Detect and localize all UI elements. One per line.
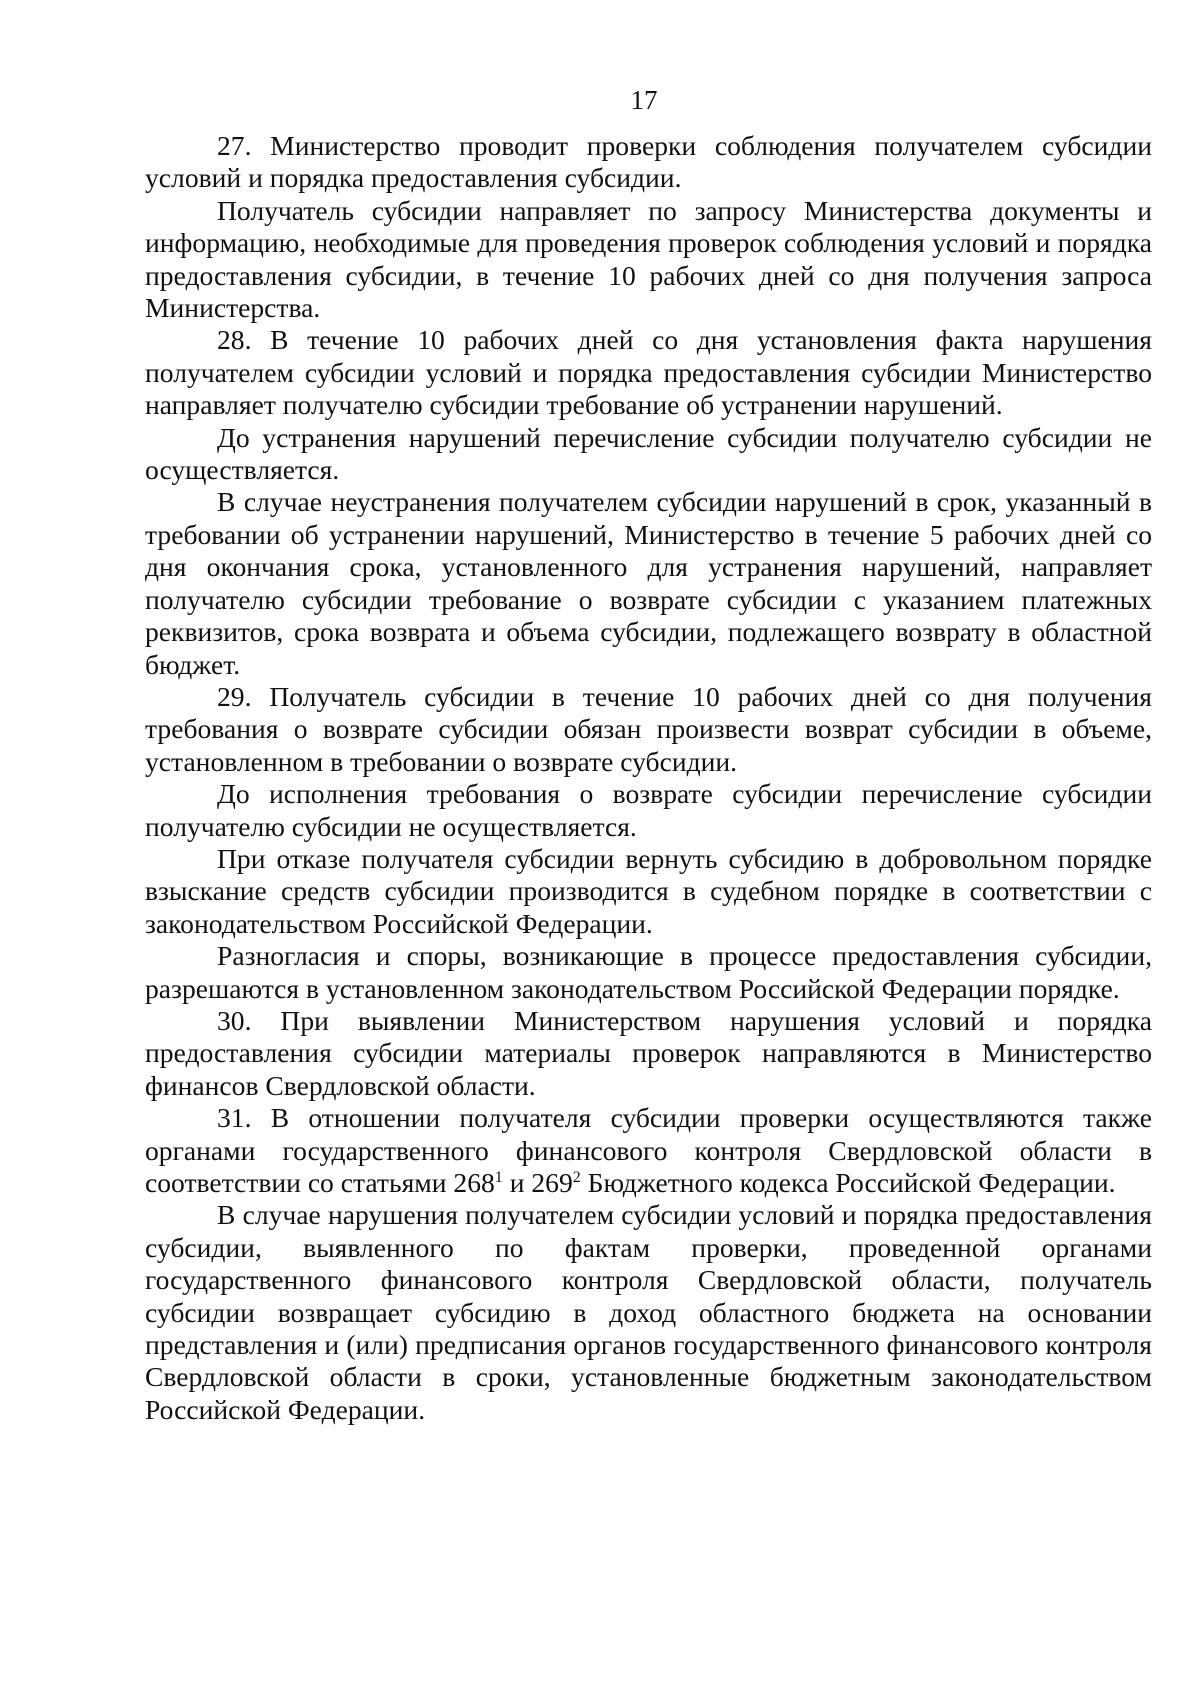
- paragraph-31: [145, 1102, 1152, 1199]
- paragraph-27: 27. Министерство проводит проверки соблюдения получателем субсидии условий и порядка предоставления субсидии.: [145, 130, 1152, 194]
- paragraph-31-text-start: 31. В отношении получателя субсидии проверки осуществляются также органами государственного финансового контроля Свердловской области в соответствии со статьями 268: [145, 1102, 1152, 1198]
- article-superscript-1: 1: [494, 1169, 503, 1186]
- paragraph-31-violation-return: В случае нарушения получателем субсидии условий и порядка предоставления субсидии, выявленного по фактам проверки, проведенной органами государственного финансового контроля Свердловской области, получатель субсидии возвращает субсидию в доход областного бюджета на основании представления и (или) предписания органов государственного финансового контроля Свердловской области в сроки, установленные бюджетным законодательством Российской Федерации.: [145, 1199, 1152, 1425]
- paragraph-31-text-end: Бюджетного кодекса Российской Федерации.: [580, 1167, 1116, 1198]
- paragraph-28-transfer-suspension: До устранения нарушений перечисление субсидии получателю субсидии не осуществляется.: [145, 421, 1152, 486]
- paragraph-29: 29. Получатель субсидии в течение 10 рабочих дней со дня получения требования о возврате субсидии обязан произвести возврат субсидии в объеме, установленном в требовании о возврате субсидии.: [145, 680, 1152, 777]
- article-superscript-2: 2: [572, 1169, 581, 1186]
- paragraph-27-documents: Получатель субсидии направляет по запросу Министерства документы и информацию, необходимые для проведения проверок соблюдения условий и порядка предоставления субсидии, в течение 10 рабочих дней со дня получения запроса Министерства.: [145, 194, 1152, 324]
- document-body: [145, 130, 1152, 1426]
- paragraph-28-return-requirement: В случае неустранения получателем субсидии нарушений в срок, указанный в требовании об устранении нарушений, Министерство в течение 5 рабочих дней со дня окончания срока, установленного для устранения нарушений, направляет получателю субсидии требование о возврате субсидии с указанием платежных реквизитов, срока возврата и объема субсидии, подлежащего возврату в областной бюджет.: [145, 486, 1152, 680]
- paragraph-29-disputes: Разногласия и споры, возникающие в процессе предоставления субсидии, разрешаются в установленном законодательством Российской Федерации порядке.: [145, 940, 1152, 1004]
- paragraph-29-transfer-suspension: До исполнения требования о возврате субсидии перечисление субсидии получателю субсидии не осуществляется.: [145, 778, 1152, 842]
- paragraph-30: 30. При выявлении Министерством нарушения условий и порядка предоставления субсидии материалы проверок направляются в Министерство финансов Свердловской области.: [145, 1004, 1152, 1101]
- paragraph-31-text-middle: и 269: [502, 1167, 573, 1198]
- paragraph-29-court-recovery: При отказе получателя субсидии вернуть субсидию в добровольном порядке взыскание средств субсидии производится в судебном порядке в соответствии с законодательством Российской Федерации.: [145, 842, 1152, 939]
- paragraph-28: 28. В течение 10 рабочих дней со дня установления факта нарушения получателем субсидии условий и порядка предоставления субсидии Министерство направляет получателю субсидии требование об устранении нарушений.: [145, 324, 1152, 421]
- page-number: 17: [630, 85, 658, 115]
